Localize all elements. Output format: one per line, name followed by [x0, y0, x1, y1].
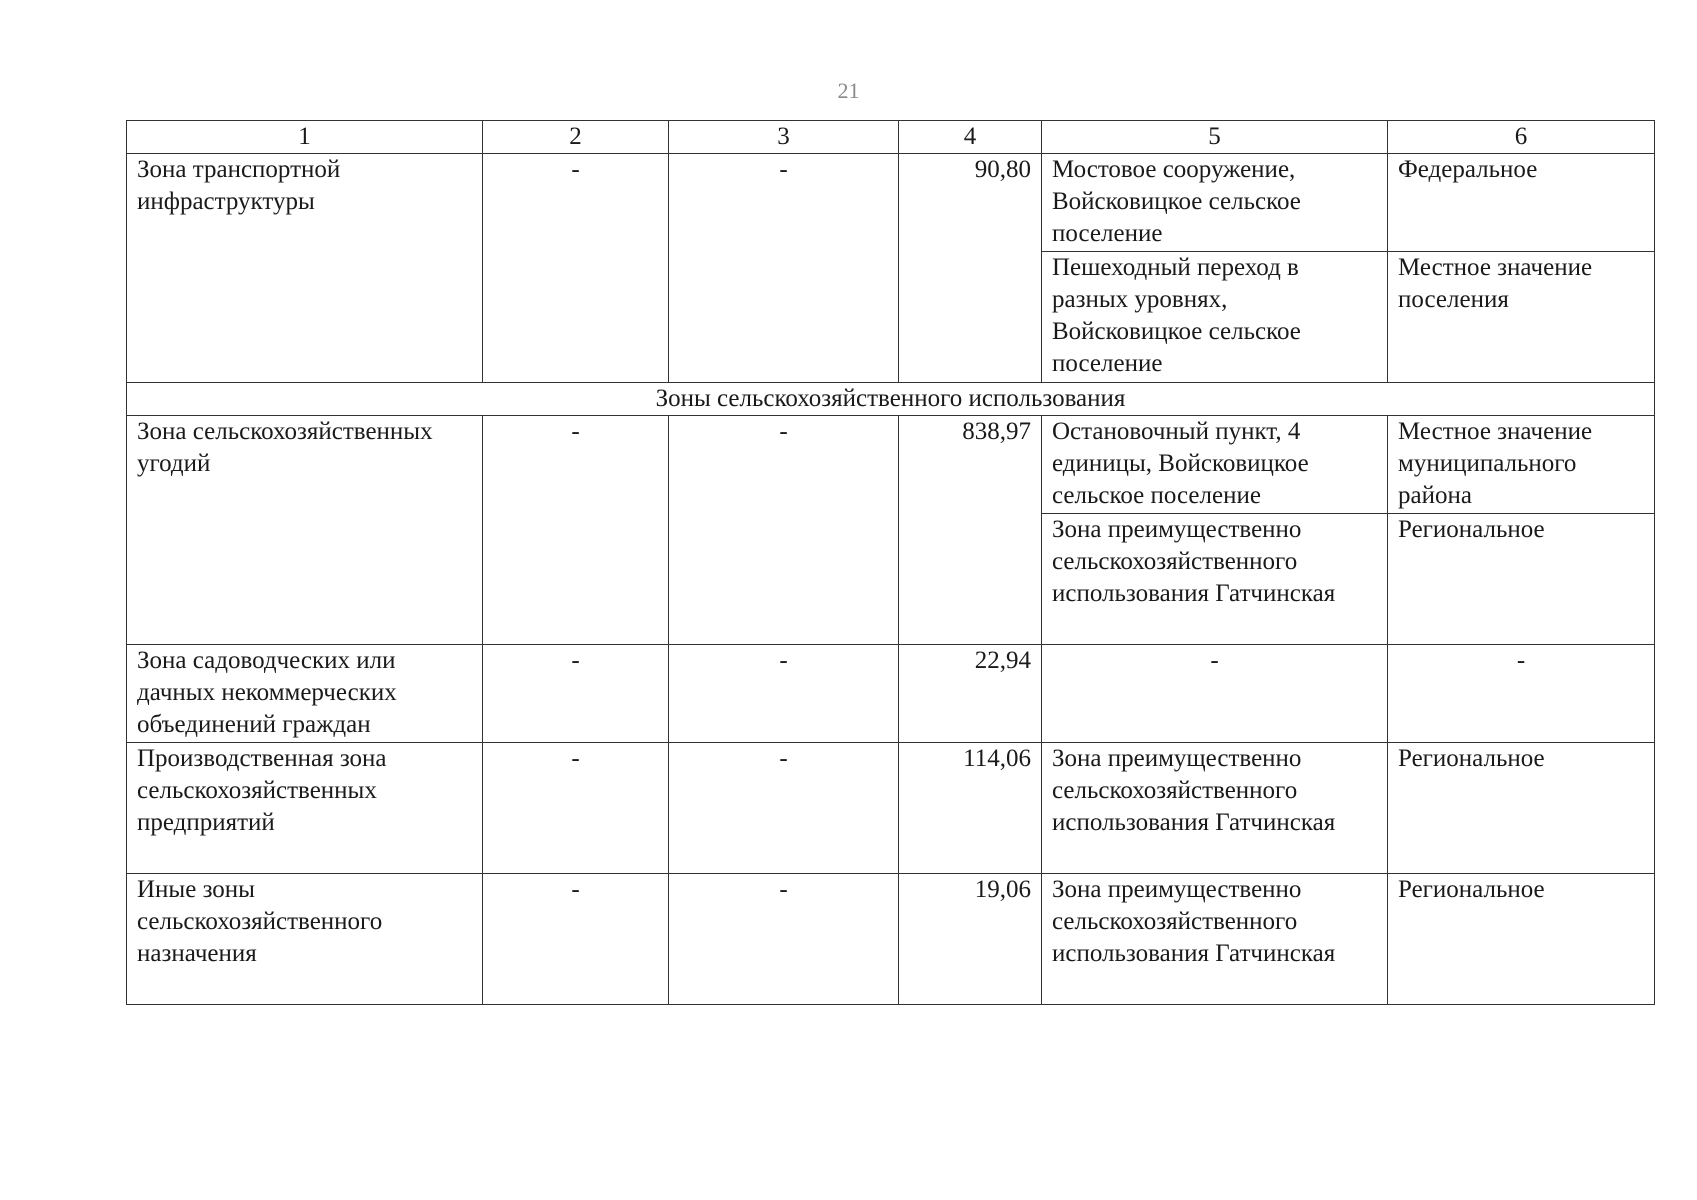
significance-cell: Местное значение муниципального района: [1388, 416, 1655, 514]
object-description-cell: Остановочный пункт, 4 единицы, Войсковицкое сельское поселение: [1042, 416, 1388, 514]
area-cell: 22,94: [899, 645, 1042, 743]
table-cell: -: [483, 743, 669, 874]
area-cell: 838,97: [899, 416, 1042, 645]
significance-cell: Региональное: [1388, 874, 1655, 1005]
header-cell: 6: [1388, 121, 1655, 154]
table-cell: -: [483, 645, 669, 743]
table-row: [127, 154, 1655, 252]
object-description-cell: Пешеходный переход в разных уровнях, Войсковицкое сельское поселение: [1042, 252, 1388, 383]
table-cell: -: [483, 154, 669, 383]
table-row: [127, 874, 1655, 1005]
header-cell: 1: [127, 121, 483, 154]
header-cell: 4: [899, 121, 1042, 154]
section-row: [127, 383, 1655, 416]
area-cell: 19,06: [899, 874, 1042, 1005]
table-cell: -: [669, 874, 899, 1005]
header-cell: 2: [483, 121, 669, 154]
table-cell: -: [483, 416, 669, 645]
zone-name-cell: Иные зоны сельскохозяйственного назначения: [127, 874, 483, 1005]
page-number: 21: [837, 78, 860, 103]
zone-name-cell: Производственная зона сельскохозяйственных предприятий: [127, 743, 483, 874]
header-cell: 3: [669, 121, 899, 154]
table-cell: -: [669, 645, 899, 743]
significance-cell: Федеральное: [1388, 154, 1655, 252]
table-row: [127, 416, 1655, 514]
zones-table: [126, 120, 1655, 1005]
object-description-cell: Зона преимущественно сельскохозяйственного использования Гатчинская: [1042, 743, 1388, 874]
zone-name-cell: Зона сельскохозяйственных угодий: [127, 416, 483, 645]
section-title: Зоны сельскохозяйственного использования: [127, 383, 1655, 416]
header-row: [127, 121, 1655, 154]
object-description-cell: Зона преимущественно сельскохозяйственного использования Гатчинская: [1042, 874, 1388, 1005]
significance-cell: -: [1388, 645, 1655, 743]
table-row: [127, 743, 1655, 874]
table-cell: -: [483, 874, 669, 1005]
zone-name-cell: Зона транспортной инфраструктуры: [127, 154, 483, 383]
table-cell: -: [669, 743, 899, 874]
table-cell: -: [669, 416, 899, 645]
object-description-cell: Зона преимущественно сельскохозяйственного использования Гатчинская: [1042, 514, 1388, 645]
significance-cell: Региональное: [1388, 514, 1655, 645]
header-cell: 5: [1042, 121, 1388, 154]
table-cell: -: [669, 154, 899, 383]
significance-cell: Региональное: [1388, 743, 1655, 874]
object-description-cell: -: [1042, 645, 1388, 743]
table-row: [127, 645, 1655, 743]
object-description-cell: Мостовое сооружение, Войсковицкое сельское поселение: [1042, 154, 1388, 252]
area-cell: 114,06: [899, 743, 1042, 874]
zone-name-cell: Зона садоводческих или дачных некоммерческих объединений граждан: [127, 645, 483, 743]
area-cell: 90,80: [899, 154, 1042, 383]
significance-cell: Местное значение поселения: [1388, 252, 1655, 383]
